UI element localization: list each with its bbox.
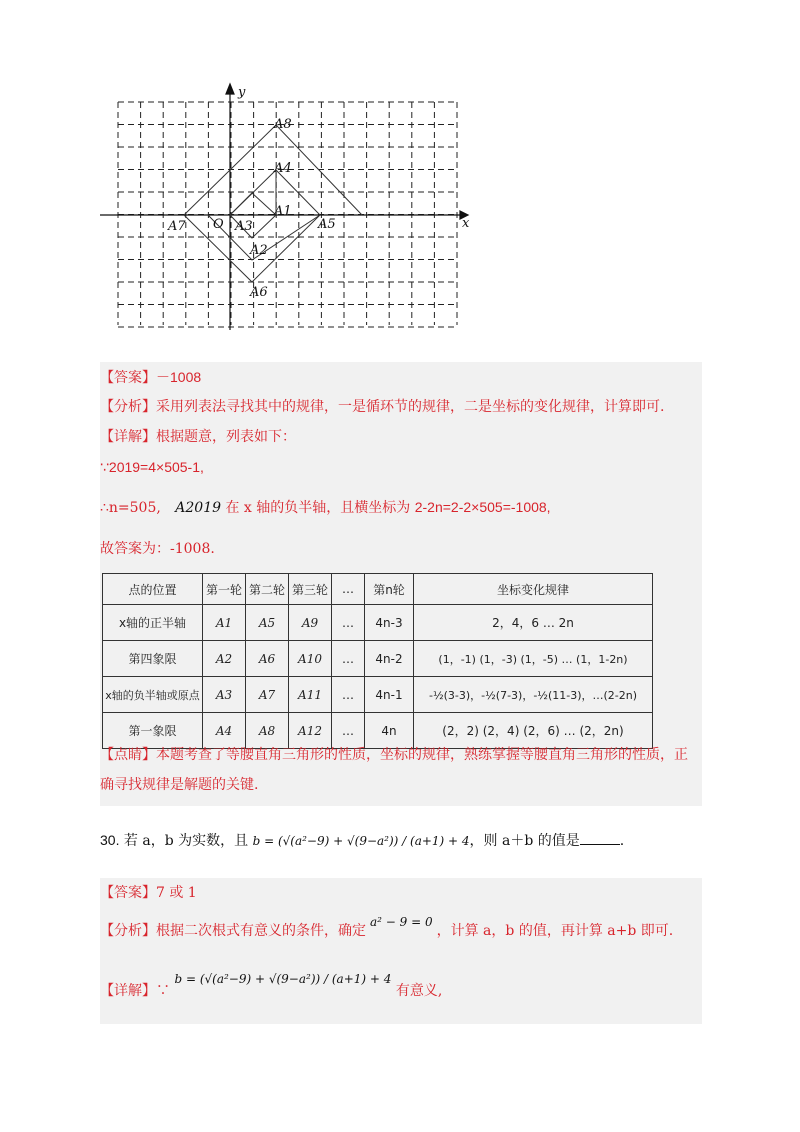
- q30-stem: [100, 822, 624, 859]
- comment-tag: 【点睛】: [100, 747, 156, 763]
- q29-step3: 故答案为：-1008.: [100, 541, 215, 557]
- y-axis-label: y: [238, 85, 246, 100]
- cell-rule: -½(3-3)，-½(7-3)，-½(11-3)，…(2-2n): [414, 677, 653, 713]
- answer-tag: 【答案】: [100, 885, 156, 901]
- cell-r3: A10: [289, 641, 332, 677]
- cell-r2: A8: [246, 713, 289, 749]
- table-row: [103, 677, 653, 713]
- answer-blank[interactable]: [580, 832, 620, 845]
- q30-stem-a: 若 a，b 为实数，且: [123, 833, 249, 849]
- cell-r3: A9: [289, 605, 332, 641]
- origin-label: O: [213, 217, 224, 232]
- coordinate-graph: [100, 80, 480, 340]
- point-label-a3: A3: [235, 219, 253, 234]
- point-label-a4: A4: [274, 161, 292, 176]
- cell-r1: A1: [203, 605, 246, 641]
- diamond-lines: [184, 125, 362, 282]
- point-label-a1: A1: [274, 204, 292, 219]
- analysis-tag: 【分析】: [100, 399, 156, 415]
- point-label-a5: A5: [318, 217, 336, 232]
- pattern-table: [102, 573, 653, 749]
- q29-detail-line: [100, 428, 296, 446]
- header-round-2: 第二轮: [246, 574, 289, 605]
- cell-rn: 4n: [365, 713, 414, 749]
- header-ellipsis: …: [332, 574, 365, 605]
- point-label-a6: A6: [250, 285, 268, 300]
- cell-r1: A2: [203, 641, 246, 677]
- detail-tag: 【详解】: [100, 983, 156, 999]
- cell-rule: (2，2) (2，4) (2，6) … (2，2n): [414, 713, 653, 749]
- q30-analysis-line: [100, 915, 674, 940]
- cell-position: x轴的负半轴或原点: [103, 677, 203, 713]
- table-row: [103, 605, 653, 641]
- step2-prefix: ∴n=505,: [100, 500, 161, 516]
- step2-point: A2019: [175, 500, 222, 516]
- cell-position: x轴的正半轴: [103, 605, 203, 641]
- q29-step1: ∵2019=4×505-1,: [100, 459, 204, 475]
- cell-dots: …: [332, 605, 365, 641]
- comment-line1: 本题考查了等腰直角三角形的性质，坐标的规律，熟练掌握等腰直角三角形的性质，正: [156, 747, 688, 763]
- header-rule: 坐标变化规律: [414, 574, 653, 605]
- cell-rn: 4n-1: [365, 677, 414, 713]
- header-round-3: 第三轮: [289, 574, 332, 605]
- answer-value: －1008: [156, 369, 202, 385]
- detail-tag: 【详解】: [100, 429, 156, 445]
- q29-comment-line2: 确寻找规律是解题的关键.: [100, 777, 259, 793]
- header-round-1: 第一轮: [203, 574, 246, 605]
- step2-calc: 2-2n=2-2×505=-1008,: [414, 499, 551, 515]
- analysis-a: 根据二次根式有意义的条件，确定: [156, 923, 366, 939]
- cell-dots: …: [332, 677, 365, 713]
- q29-answer-line: [100, 368, 201, 387]
- table-header-row: [103, 574, 653, 605]
- point-label-a8: A8: [274, 117, 292, 132]
- cell-position: 第四象限: [103, 641, 203, 677]
- header-position: 点的位置: [103, 574, 203, 605]
- cell-dots: …: [332, 641, 365, 677]
- detail-text: 根据题意，列表如下：: [156, 429, 296, 445]
- q29-analysis-line: [100, 398, 664, 416]
- cell-dots: …: [332, 713, 365, 749]
- cell-rn: 4n-2: [365, 641, 414, 677]
- y-axis-arrow: [226, 84, 234, 94]
- q30-answer-line: [100, 884, 197, 902]
- q30-number: 30.: [100, 832, 120, 848]
- cell-r1: A4: [203, 713, 246, 749]
- detail-end: 有意义,: [395, 983, 443, 999]
- header-round-n: 第n轮: [365, 574, 414, 605]
- analysis-text: 采用列表法寻找其中的规律，一是循环节的规律，二是坐标的变化规律，计算即可.: [156, 399, 665, 415]
- step2-mid: 在 x 轴的负半轴，且横坐标为: [225, 500, 411, 516]
- q30-stem-b: ，则 a＋b 的值是: [469, 833, 580, 849]
- detail-because: ∵: [156, 983, 170, 999]
- cell-r2: A7: [246, 677, 289, 713]
- answer-tag: 【答案】: [100, 370, 156, 386]
- q30-detail-line: [100, 972, 443, 1000]
- cell-r2: A5: [246, 605, 289, 641]
- cell-rule: 2，4，6 … 2n: [414, 605, 653, 641]
- cell-rule: (1，-1) (1，-3) (1，-5) … (1，1-2n): [414, 641, 653, 677]
- cell-position: 第一象限: [103, 713, 203, 749]
- answer-value: 7 或 1: [156, 885, 197, 901]
- analysis-formula: a² − 9 = 0: [370, 915, 433, 929]
- q29-comment-line1: [100, 746, 688, 764]
- table-row: [103, 641, 653, 677]
- analysis-b: ，计算 a，b 的值，再计算 a+b 即可.: [436, 923, 674, 939]
- q30-stem-end: .: [619, 833, 625, 849]
- cell-r3: A12: [289, 713, 332, 749]
- q29-step2: [100, 498, 551, 517]
- q30-formula: b = (√(a²−9) + √(9−a²)) / (a+1) + 4: [252, 834, 470, 848]
- point-label-a7: A7: [168, 219, 186, 234]
- cell-r1: A3: [203, 677, 246, 713]
- cell-r2: A6: [246, 641, 289, 677]
- cell-r3: A11: [289, 677, 332, 713]
- detail-formula: b = (√(a²−9) + √(9−a²)) / (a+1) + 4: [174, 972, 392, 986]
- cell-rn: 4n-3: [365, 605, 414, 641]
- table-row: [103, 713, 653, 749]
- point-label-a2: A2: [250, 243, 268, 258]
- x-axis-label: x: [462, 216, 470, 231]
- analysis-tag: 【分析】: [100, 923, 156, 939]
